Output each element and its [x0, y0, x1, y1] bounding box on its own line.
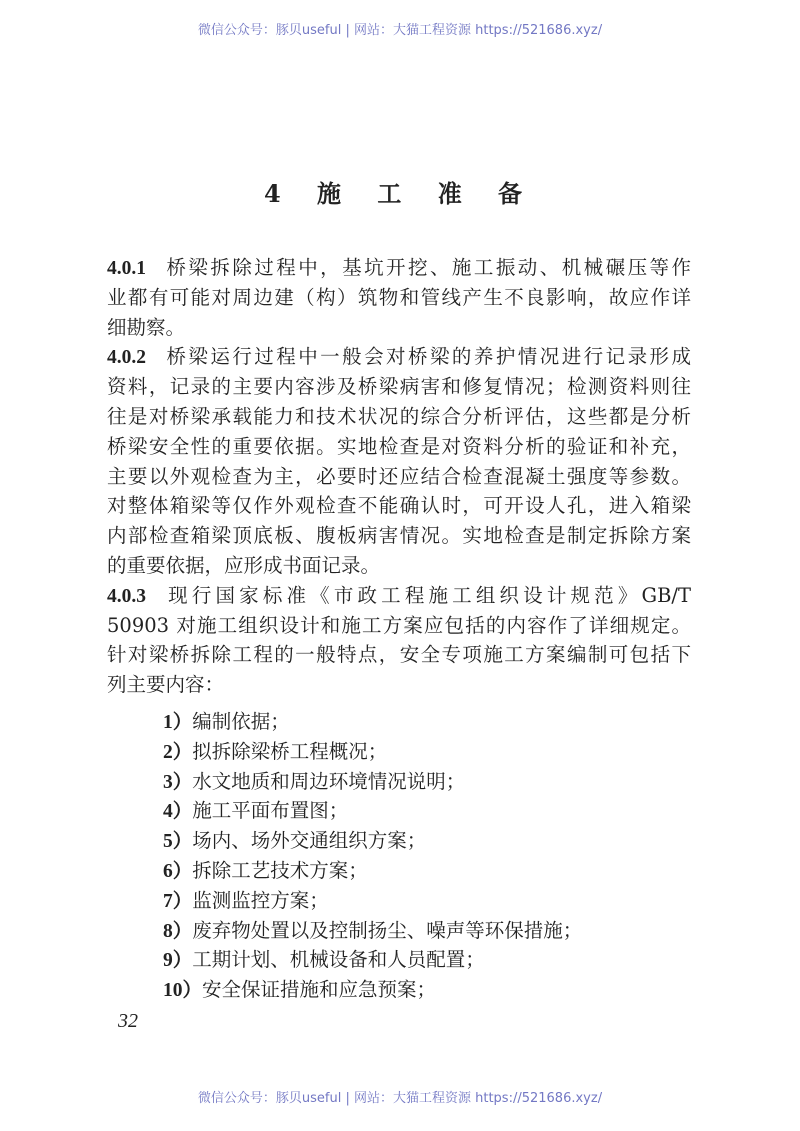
paragraph-line [107, 432, 691, 462]
line-text: 列主要内容： [107, 673, 225, 697]
paragraph-line [107, 521, 691, 551]
line-text: 桥梁安全性的重要依据。实地检查是对资料分析的验证和补充， [107, 434, 691, 458]
watermark-footer: 微信公众号：豚贝useful | 网站：大猫工程资源 https://521686.xyz/ [197, 1091, 603, 1106]
line-text: 桥梁运行过程中一般会对桥梁的养护情况进行记录形成 [164, 345, 691, 369]
line-text: 细勘察。 [107, 315, 186, 339]
list-item-text: 安全保证措施和应急预案； [202, 978, 437, 1002]
clause-number: 4.0.1 [107, 258, 146, 279]
line-text: 桥梁拆除过程中，基坑开挖、施工振动、机械碾压等作 [164, 256, 691, 279]
list-item [163, 975, 436, 1006]
line-text: 主要以外观检查为主，必要时还应结合检查混凝土强度等参数。 [107, 464, 691, 488]
paragraph-line [107, 551, 691, 581]
list-item-text: 水文地质和周边环境情况说明； [192, 769, 466, 793]
line-text: 针对梁桥拆除工程的一般特点，安全专项施工方案编制可包括下 [107, 643, 691, 667]
list-item-text: 拆除工艺技术方案； [192, 859, 368, 882]
paragraph-line [107, 253, 691, 284]
line-text: 50903 对施工组织设计和施工方案应包括的内容作了详细规定。 [107, 613, 691, 637]
list-item-number: 5） [163, 831, 193, 853]
list-item [163, 945, 485, 976]
list-item-text: 编制依据； [192, 710, 290, 733]
list-item [163, 886, 329, 917]
paragraph-line [107, 491, 691, 521]
list-item [163, 826, 426, 857]
paragraph-line [107, 372, 691, 402]
list-item-number: 9） [163, 950, 193, 972]
list-item-number: 4） [163, 801, 193, 823]
list-item [163, 856, 368, 887]
clause-number: 4.0.2 [107, 347, 146, 369]
paragraph-line [107, 670, 691, 700]
paragraph-line [107, 611, 691, 641]
page-number: 32 [118, 1010, 138, 1032]
list-item-number: 2） [163, 741, 193, 763]
paragraph-line [107, 581, 691, 612]
list-item [163, 737, 387, 768]
paragraph-line [107, 342, 691, 373]
paragraph-line [107, 640, 691, 670]
list-item-number: 7） [163, 890, 193, 912]
line-text: 对整体箱梁等仅作外观检查不能确认时，可开设人孔，进入箱梁 [107, 494, 691, 518]
clause-number: 4.0.3 [107, 585, 146, 607]
line-text: 业都有可能对周边建（构）筑物和管线产生不良影响，故应作详 [107, 285, 691, 309]
list-item [163, 916, 582, 947]
watermark-header: 微信公众号：豚贝useful | 网站：大猫工程资源 https://521686.xyz/ [197, 23, 603, 38]
line-text: 往是对桥梁承载能力和技术状况的综合分析评估，这些都是分析 [107, 405, 691, 428]
paragraph-line [107, 462, 691, 492]
list-item-text: 监测监控方案； [192, 888, 329, 912]
list-item [163, 767, 465, 798]
line-text: 现行国家标准《市政工程施工组织设计规范》GB/T [164, 583, 691, 607]
line-text: 资料，记录的主要内容涉及桥梁病害和修复情况；检测资料则往 [107, 375, 691, 399]
paragraph-line [107, 313, 691, 343]
list-item-number: 1） [163, 712, 193, 733]
list-item-number: 6） [163, 861, 193, 882]
list-item-number: 3） [163, 771, 193, 793]
list-item-text: 场内、场外交通组织方案； [192, 829, 427, 853]
chapter-title: 4 施 工 准 备 [263, 179, 537, 208]
list-item-number: 8） [163, 920, 193, 942]
list-item-text: 废弃物处置以及控制扬尘、噪声等环保措施； [192, 918, 583, 942]
paragraph-line [107, 402, 691, 432]
line-text: 的重要依据，应形成书面记录。 [107, 554, 381, 577]
list-item [163, 707, 290, 738]
list-item-text: 拟拆除梁桥工程概况； [192, 739, 388, 763]
paragraph-line [107, 283, 691, 313]
list-item [163, 796, 348, 827]
line-text: 内部检查箱梁顶底板、腹板病害情况。实地检查是制定拆除方案 [107, 524, 691, 548]
list-item-number: 10） [163, 980, 203, 1002]
list-item-text: 施工平面布置图； [192, 799, 349, 823]
list-item-text: 工期计划、机械设备和人员配置； [192, 948, 485, 972]
